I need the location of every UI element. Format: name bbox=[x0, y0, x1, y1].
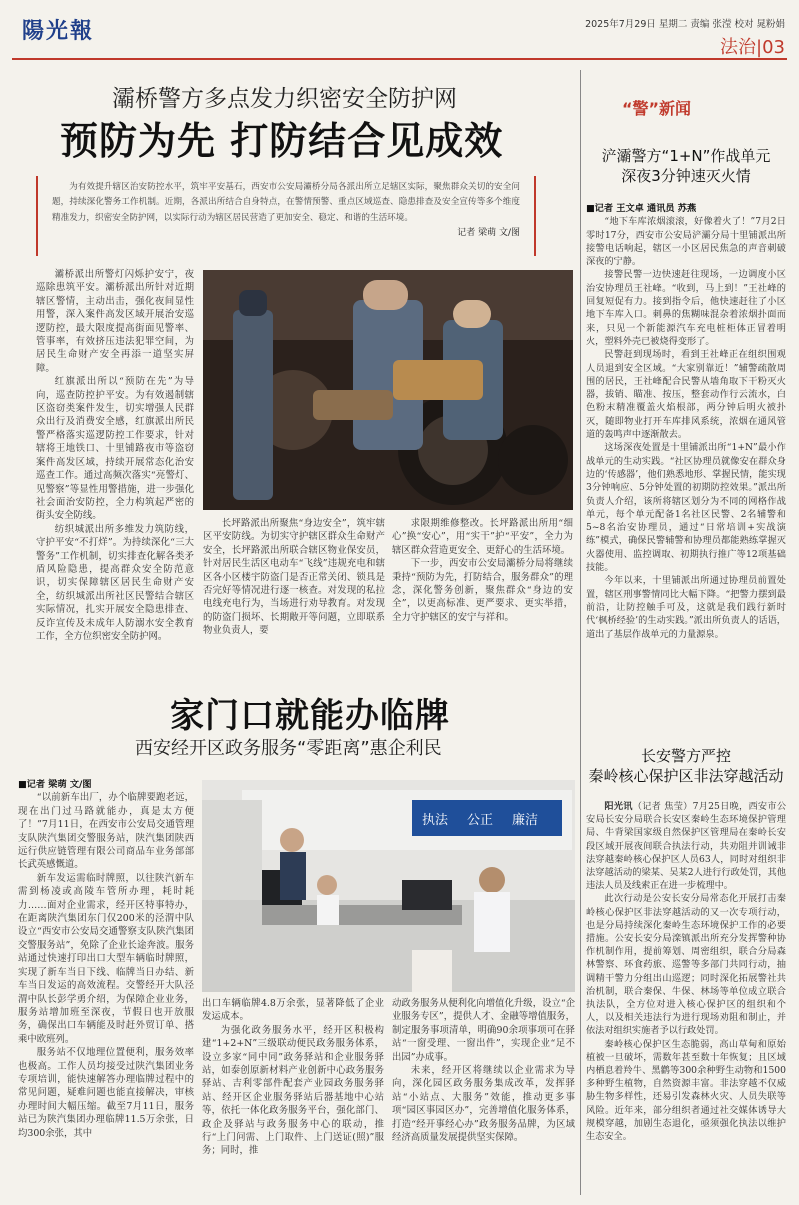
sidebar-story1-byline: ■记者 王文卓 通讯员 苏燕 bbox=[586, 203, 697, 214]
sidebar-divider bbox=[580, 70, 581, 1195]
photo-service-station bbox=[202, 780, 575, 992]
sidebar-story1-headline-line1: 浐灞警方“1+N”作战单元 bbox=[601, 147, 771, 165]
sign-text-1: 执法 bbox=[422, 813, 449, 828]
sidebar-story2-body bbox=[586, 800, 786, 1143]
article2-col3-p2: 未来，经开区将继续以企业需求为导向，深化园区政务服务集成改革，发挥驿站“小站点、大服务”效能，推动更多事项“园区事园区办”，完善增值化服务体系，打造“经开事经心办”政务服务品牌，为区域经济高质量发展提供坚实保障。 bbox=[392, 1065, 575, 1144]
sidebar-story2-p1-text: （记者 焦莹）7月25日晚，西安市公安局长安分局联合长安区秦岭生态环境保护管理局、牛背梁国家级自然保护区管理局在秦岭长安段区域开展夜间联合执法行动，共劝阻并训诫非法穿越秦岭核心保护区人员63人，同时对组织非法穿越活动的梁某、吴某2人进行行政处罚，其他违法人员及线索正在进一步梳理中。 bbox=[586, 801, 787, 892]
header-rule bbox=[12, 58, 787, 60]
article1-headline: 预防为先 打防结合见成效 bbox=[60, 119, 504, 163]
article2-column-1 bbox=[18, 778, 194, 1140]
article1-col1-p2: 红旗派出所以“预防在先”为导向，巡查防控护平安。为有效遏制辖区盗窃类案件发生，切实增强人民群众出行及消费安全感，红旗派出所民警严格落实巡逻防控工作要求，针对辖将王地铁口、十里铺路夜市等盗窃案件高发区域，持续开展常态化治安巡查工作。通过高频次落实“亮警灯、见警察”等显性用警措施，进一步强化社会面治安防控，全力构筑起严密的街头安全防线。 bbox=[36, 376, 194, 522]
sidebar-story1-headline bbox=[586, 146, 786, 186]
article2-byline: ■记者 梁萌 文/图 bbox=[18, 779, 92, 790]
sidebar-story1-p3: 民警赶到现场时，看到王社峰正在组织围观人员退到安全区域。“大家别靠近！”辅警疏散周围的居民，王社峰配合民警从墙角取下干粉灭火器，拔销、瞄准、按压，整套动作行云流水，白色粉末精准覆盖火焰根部，两分钟后明火被扑灭，随即物业打开车库排风系统，浓烟在通风管道的轰鸣声中逐渐散去。 bbox=[586, 349, 786, 441]
dateline: 2025年7月29日 星期二 责编 张滢 校对 晁粉娟 bbox=[585, 19, 785, 30]
section-label: 法治|03 bbox=[720, 37, 785, 58]
article1-col3-p2: 下一步，西安市公安局灞桥分局将继续秉持“预防为先，打防结合，服务群众”的理念，深化警务创新，聚焦群众“身边的安全”，以更高标准、更严要求、更实举措，全力守护辖区的安宁与祥和。 bbox=[392, 558, 573, 623]
article2-headline: 家门口就能办临牌 bbox=[170, 696, 450, 736]
sidebar-story1-p4: 这场深夜处置是十里铺派出所“1+N”最小作战单元的生动实践。“社区协理员就像安在群众身边的‘传感器’，他们熟悉地形、掌握民情，能实现3分钟响应、5分钟处置的初期防控效果。”派出所负责人介绍，该所将辖区划分为不同的网格作战单元，每个单元配备1名社区民警、2名辅警和5~8名治安协理员，通过“日常培训+实战演练”模式，确保民警辅警和协理员都能熟练掌握灭火器使用、监控调取、初期执行推广等12项基础技能。 bbox=[586, 442, 786, 574]
article2-col2-p1: 出口车辆临牌4.8万余张，显著降低了企业发运成本。 bbox=[202, 998, 384, 1023]
sidebar-story2-headline-line1: 长安警方严控 bbox=[640, 747, 731, 765]
sidebar-story1-body bbox=[586, 202, 786, 641]
article2-col2-p2: 为强化政务服务水平，经开区积极构建“1+2+N”三级联动便民政务服务体系，设立多家“同中同”政务驿站和企业服务驿站，如泰创原新材料产业创新中心政务服务驿站、吉利零部件配套产业园政务服务驿站、经开区企业服务驿站后器基地中心站等，依托一体化政务服务平台，强化部门、政企及驿站与政务服务中心的联动，推行“上门问需、上门取件、上门送证(照)”服务；同时，推 bbox=[202, 1024, 384, 1157]
article1-kicker: 灞桥警方多点发力织密安全防护网 bbox=[112, 86, 457, 112]
article1-column-3 bbox=[392, 517, 573, 624]
sign-text-2: 公正 bbox=[467, 813, 494, 828]
photo-police-checking-ebikes bbox=[203, 270, 573, 510]
article2-col3-p1: 动政务服务从便利化向增值化升级，设立“企业服务专区”，提供人才、金融等增值服务，制定服务事项清单，明确90余项事项可在驿站“一窗受理、一窗出件”，实现企业“足不出园”办成事。 bbox=[392, 998, 575, 1063]
article1-byline: 记者 梁萌 文/图 bbox=[457, 228, 520, 239]
sidebar-story1-headline-line2: 深夜3分钟速灭火情 bbox=[621, 167, 751, 185]
sidebar-story1-p2: 接警民警一边快速赶往现场，一边调度小区治安协理员王社峰。“收到，马上到！”王社峰的回复短促有力。接到指令后，他快速赶往了小区地下车库入口。刺鼻的焦糊味混杂着浓烟扑面而来，只见一个新能源汽车充电桩柜体正冒着明火，塑料外壳已被烧得变形了。 bbox=[586, 269, 786, 347]
article1-column-2 bbox=[203, 517, 385, 638]
sidebar-story1-p1: “地下车库浓烟滚滚，好像着火了！”7月2日零时17分，西安市公安局浐灞分局十里铺派出所接警电话响起，辖区一小区居民焦急的声音刺破深夜的宁静。 bbox=[586, 216, 786, 268]
sign-text-3: 廉洁 bbox=[512, 813, 539, 828]
article1-intro-box bbox=[36, 176, 536, 256]
article2-col1-p3: 服务站不仅地理位置便利，服务效率也极高。工作人员均接受过陕汽集团业务专项培训，能快速解答办理临牌过程中的常见问题，疑难问题也能直接解决，审核办理时间大幅压缩。截至7月11日，服务站已为陕汽集团办理临牌11.5万余张，日均300余张，其中 bbox=[18, 1047, 194, 1139]
article2-column-3 bbox=[392, 997, 575, 1144]
article1-intro: 为有效提升辖区治安防控水平，筑牢平安基石，西安市公安局灞桥分局各派出所立足辖区实际，聚焦群众关切的安全问题，持续深化警务工作机制。近期，各派出所结合自身特点，在警情预警、重点区域巡查、隐患排查及安全宣传等多个维度精准发力，织密安全防护网，以实际行动为辖区居民营造了更加安全、稳定、和谐的生活环境。 bbox=[52, 182, 520, 223]
sidebar-story2-p3: 秦岭核心保护区生态脆弱，高山草甸和原始植被一旦破坏，需数年甚至数十年恢复；且区域内栖息着羚牛、黑鹳等300余种野生动物和1500多种野生植物，自然资源丰富。非法穿越不仅威胁生物多样性，还易引发森林火灾、人员失联等风险。近年来，部分组织者通过社交媒体诱导大规模穿越，加剧生态退化，亟须强化执法以维护生态安全。 bbox=[586, 1038, 786, 1143]
article1-photo bbox=[203, 270, 573, 510]
article2-photo bbox=[202, 780, 575, 992]
masthead-logo: 陽光報 bbox=[22, 18, 95, 44]
article2-column-2 bbox=[202, 997, 384, 1158]
sidebar-story2-headline bbox=[586, 746, 786, 786]
sidebar-story2-lead: 阳光讯 bbox=[604, 801, 633, 812]
article1-col2-p1: 长坪路派出所聚焦“身边安全”，筑牢辖区平安防线。为切实守护辖区群众生命财产安全，长坪路派出所联合辖区物业保安员，针对居民生活区电动车“飞线”违规充电和辖区各小区楼宇防盗门是否正常关闭、锁具是否完好等情况进行逐一核查。对发现的私拉电线充电行为，当场进行劝导教育。对发现的防盗门损坏、长期敞开等问题，立即联系物业负责人，要 bbox=[203, 518, 385, 637]
sidebar-story2-p2: 此次行动是公安长安分局常态化开展打击秦岭核心保护区非法穿越活动的又一次专项行动，也是分局持续深化秦岭生态环境保护工作的必要措施。公安长安分局滦镇派出所充分发挥警种协作机制作用，提前筹划、周密组织，联合分局森林警察、环食药旅、巡警等多部门共同行动，抽调精干警力分组出山巡逻；同时深化拓展警社共治机制，联合秦保、牛保、林场等单位成立联合执法队，全方位对进入核心保护区的组织和个人，以及相关违法行为进行现场劝阻和制止，并依法对组织实施者予以行政处罚。 bbox=[586, 893, 786, 1037]
sidebar-story1-p5: 今年以来，十里铺派出所通过协理员前置处置，辖区刑事警情同比大幅下降。“把警力摆到最前沿，让防控触手可及，这就是我们践行新时代‘枫桥经验’的生动实践。”派出所负责人的话语，道出了基层作战单元的力量源泉。 bbox=[586, 575, 786, 640]
article1-column-1 bbox=[36, 268, 194, 643]
sidebar-story2-p1 bbox=[586, 800, 786, 892]
article1-col1-p3: 纺织城派出所多维发力筑防线，守护平安“不打烊”。为持续深化“三大警务”工作机制，切实排查化解各类矛盾风险隐患，提高群众安全防范意识，切实保障辖区居民生命财产安全，纺织城派出所社区民警结合辖区实际情况，扎实开展安全隐患排查、反诈宣传及未成年人防溺水安全教育工作，全方位织密安全防护网。 bbox=[36, 523, 194, 642]
sidebar-badge: “警”新闻 bbox=[622, 99, 692, 118]
article1-col3-p1: 求限期维修整改。长坪路派出所用“细心”换“安心”，用“实干”护“平安”，全力为辖区群众营造更安全、更舒心的生活环境。 bbox=[392, 518, 573, 556]
article1-col1-p1: 灞桥派出所警灯闪烁护安宁，夜巡除患筑平安。灞桥派出所针对近期辖区警情，主动出击，强化夜间显性用警，深入案件高发区域开展治安巡逻防控，最大限度提高街面见警率、管事率，有效挤压违法犯罪空间，为居民生命财产安全再添一道坚实屏障。 bbox=[36, 269, 194, 374]
article2-col1-p1: “以前新车出厂，办个临牌要跑老远，现在出门过马路就能办，真是太方便了！”7月11日，在西安市公安局交通管理支队陕汽集团交警服务站，陕汽集团陕西远行供应链管理有限公司商品车业务部部长武英感慨道。 bbox=[18, 792, 194, 871]
article2-col1-p2: 新车发运需临时牌照，以往陕汽新车需到杨凌或高陵车管所办理，耗时耗力……面对企业需求，经开区特事特办，在距离陕汽集团东门仅200米的泾渭中队设立“西安市公安局交通警察支队陕汽集团交警服务站”，免除了企业长途奔波。服务站通过快速打印出口大型车辆临时牌照，实现了新车当日下线、临牌当日办结、新车当日发运的高效流程。交警经开大队泾渭中队长彭学勇介绍，为保障企业业务，服务站增加班至深夜，节假日也开放服务，确保出口车辆能及时赶外贸订单、搭乘中欧班列。 bbox=[18, 872, 194, 1045]
article2-subhead: 西安经开区政务服务“零距离”惠企利民 bbox=[135, 738, 442, 759]
sidebar-story2-headline-line2: 秦岭核心保护区非法穿越活动 bbox=[588, 767, 784, 785]
